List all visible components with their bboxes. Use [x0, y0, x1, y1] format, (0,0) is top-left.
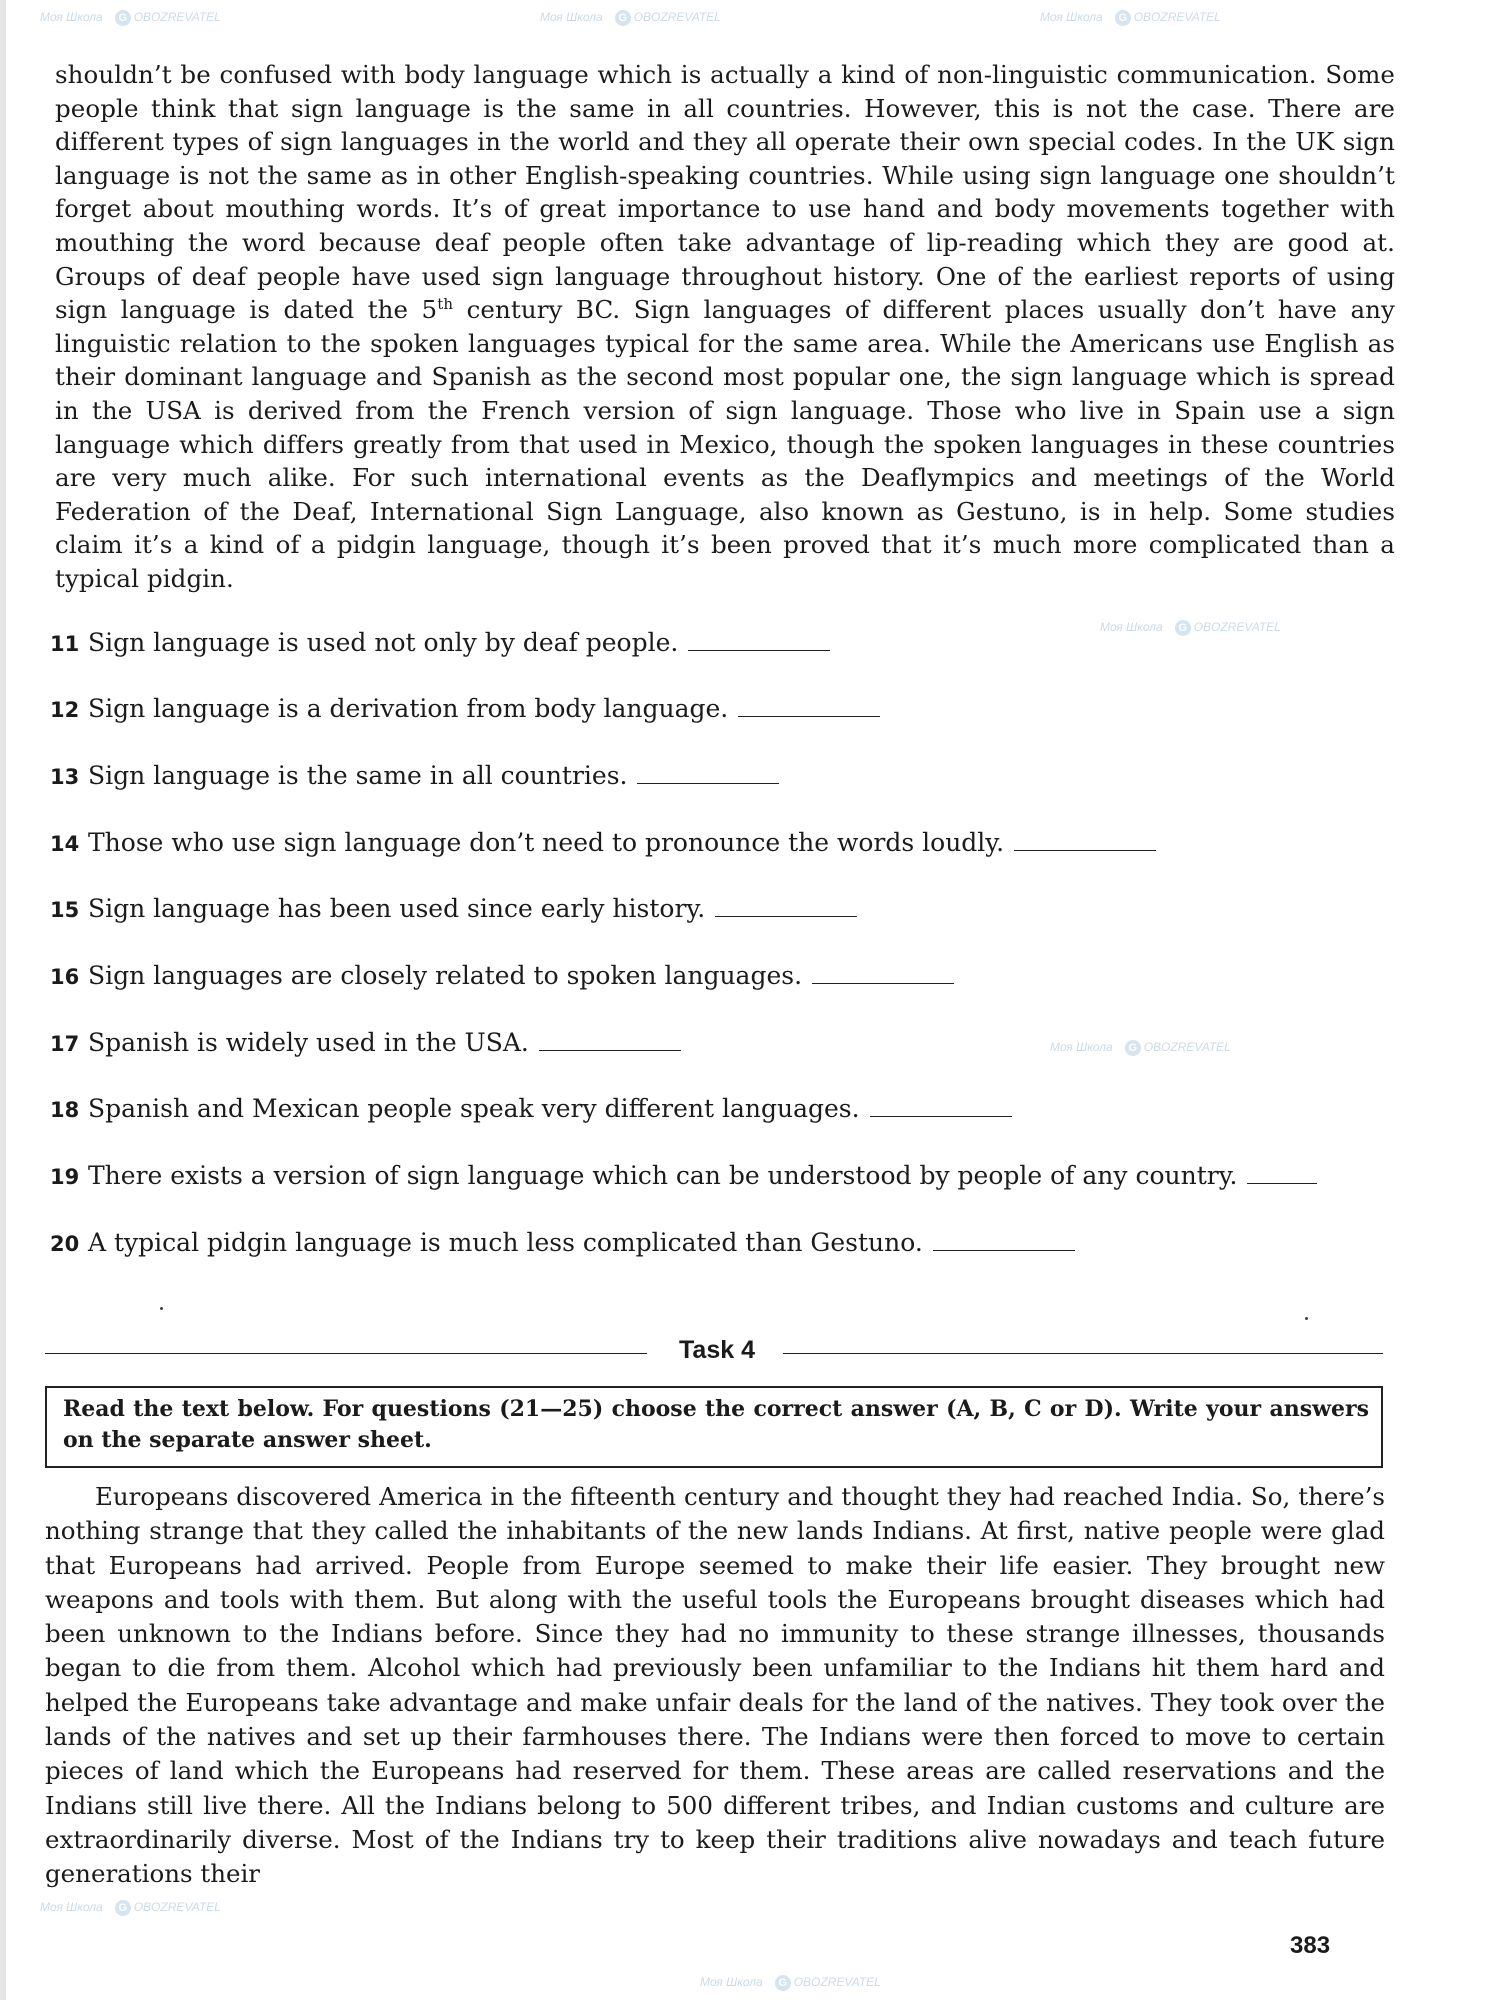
question-number: 13 [50, 765, 80, 789]
answer-blank[interactable] [1014, 849, 1156, 851]
question-number: 17 [50, 1032, 80, 1056]
question-text: Sign languages are closely related to spoken languages. [88, 961, 803, 990]
question-item [50, 1161, 1317, 1201]
question-number: 14 [50, 832, 80, 856]
question-item [50, 828, 1156, 868]
question-number: 12 [50, 698, 80, 722]
reading-passage-indians [45, 1480, 1385, 1892]
question-number: 11 [50, 632, 80, 656]
watermark: Моя Школа G OBOZREVATEL [1040, 10, 1221, 25]
print-speck [160, 1307, 163, 1310]
question-item [50, 1228, 1075, 1268]
question-text: Sign language has been used since early history. [88, 894, 706, 923]
obozrevatel-logo-icon: G [1115, 10, 1131, 26]
obozrevatel-logo-icon: G [615, 10, 631, 26]
question-number: 20 [50, 1232, 80, 1256]
page-edge [0, 0, 6, 2000]
task-header [45, 1332, 1385, 1372]
question-number: 19 [50, 1165, 80, 1189]
question-text: Sign language is a derivation from body language. [88, 694, 729, 723]
question-item [50, 694, 880, 734]
question-number: 16 [50, 965, 80, 989]
question-item [50, 1028, 681, 1068]
answer-blank[interactable] [870, 1115, 1012, 1117]
page-number: 383 [1290, 1932, 1331, 1959]
answer-blank[interactable] [738, 715, 880, 717]
obozrevatel-logo-icon: G [115, 10, 131, 26]
obozrevatel-logo-icon: G [115, 1900, 131, 1916]
watermark: Моя Школа G OBOZREVATEL [540, 10, 721, 25]
task-title: Task 4 [679, 1336, 755, 1364]
question-number: 15 [50, 898, 80, 922]
watermark: Моя Школа G OBOZREVATEL [40, 1900, 221, 1915]
question-text: Sign language is the same in all countries. [88, 761, 628, 790]
answer-blank[interactable] [637, 782, 779, 784]
task-rule-right [783, 1353, 1383, 1354]
watermark: Моя Школа G OBOZREVATEL [40, 10, 221, 25]
answer-blank[interactable] [715, 915, 857, 917]
watermark: Моя Школа G OBOZREVATEL [1050, 1040, 1231, 1055]
watermark: Моя Школа G OBOZREVATEL [1100, 620, 1281, 635]
question-item [50, 1094, 1012, 1134]
obozrevatel-logo-icon: G [1125, 1040, 1141, 1056]
question-item [50, 628, 830, 668]
answer-blank[interactable] [812, 982, 954, 984]
question-text: Those who use sign language don’t need to pronounce the words loudly. [88, 828, 1005, 857]
question-item [50, 894, 857, 934]
passage-paragraph: Europeans discovered America in the fifteenth century and thought they had reached India. So, there’s nothing strange that they called the inhabitants of the new lands Indians. At first, native people were glad that Europeans had arrived. People from Europe seemed to make their life easier. They brought new weapons and tools with them. But along with the useful tools the Europeans brought diseases which had been unknown to the Indians before. Since they had no immunity to these strange illnesses, thousands began to die from them. Alcohol which had previously been unfamiliar to the Indians hit them hard and helped the Europeans take advantage and make unfair deals for the land of the natives. They took over the lands of the natives and set up their farmhouses there. The Indians were then forced to move to certain pieces of land which the Europeans had reserved for them. These areas are called reservations and the Indians still live there. All the Indians belong to 500 different tribes, and Indian customs and culture are extraordinarily diverse. Most of the Indians try to keep their traditions alive nowadays and teach future generations their [45, 1482, 1385, 1889]
answer-blank[interactable] [933, 1249, 1075, 1251]
question-text: A typical pidgin language is much less complicated than Gestuno. [88, 1228, 923, 1257]
watermark: Моя Школа G OBOZREVATEL [700, 1975, 881, 1990]
obozrevatel-logo-icon: G [775, 1975, 791, 1991]
obozrevatel-logo-icon: G [1175, 620, 1191, 636]
question-item [50, 761, 779, 801]
question-number: 18 [50, 1098, 80, 1122]
task-instruction-box: Read the text below. For questions (21—25) choose the correct answer (A, B, C or D). Write your answers on the separate answer sheet. [45, 1386, 1383, 1468]
print-speck [1305, 1317, 1308, 1320]
answer-blank[interactable] [539, 1049, 681, 1051]
question-item [50, 961, 954, 1001]
passage-paragraph: shouldn’t be confused with body language which is actually a kind of non-linguistic communication. Some people think that sign language is the same in all countries. However, this is not the case. There are different types of sign languages in the world and they all operate their own special codes. In the UK sign language is not the same as in other English-speaking countries. While using sign language one shouldn’t forget about mouthing words. It’s of great importance to use hand and body movements together with mouthing the word because deaf people often take advantage of lip-reading which they are good at. Groups of deaf people have used sign language throughout history. One of the earliest reports of using sign language is dated the 5th century BC. Sign languages of different places usually don’t have any linguistic relation to the spoken languages typical for the same area. While the Americans use English as their dominant language and Spanish as the second most popular one, the sign language which is spread in the USA is derived from the French version of sign language. Those who live in Spain use a sign language which differs greatly from that used in Mexico, though the spoken languages in these countries are very much alike. For such international events as the Deaflympics and meetings of the World Federation of the Deaf, International Sign Language, also known as Gestuno, is in help. Some studies claim it’s a kind of a pidgin language, though it’s been proved that it’s much more complicated than a typical pidgin. [55, 60, 1395, 593]
question-text: There exists a version of sign language which can be understood by people of any country. [88, 1161, 1238, 1190]
question-text: Sign language is used not only by deaf people. [88, 628, 679, 657]
answer-blank[interactable] [688, 649, 830, 651]
answer-blank[interactable] [1247, 1182, 1317, 1184]
reading-passage-sign-language [55, 58, 1395, 596]
question-text: Spanish is widely used in the USA. [88, 1028, 529, 1057]
question-text: Spanish and Mexican people speak very different languages. [88, 1094, 860, 1123]
task-rule-left [45, 1353, 647, 1354]
